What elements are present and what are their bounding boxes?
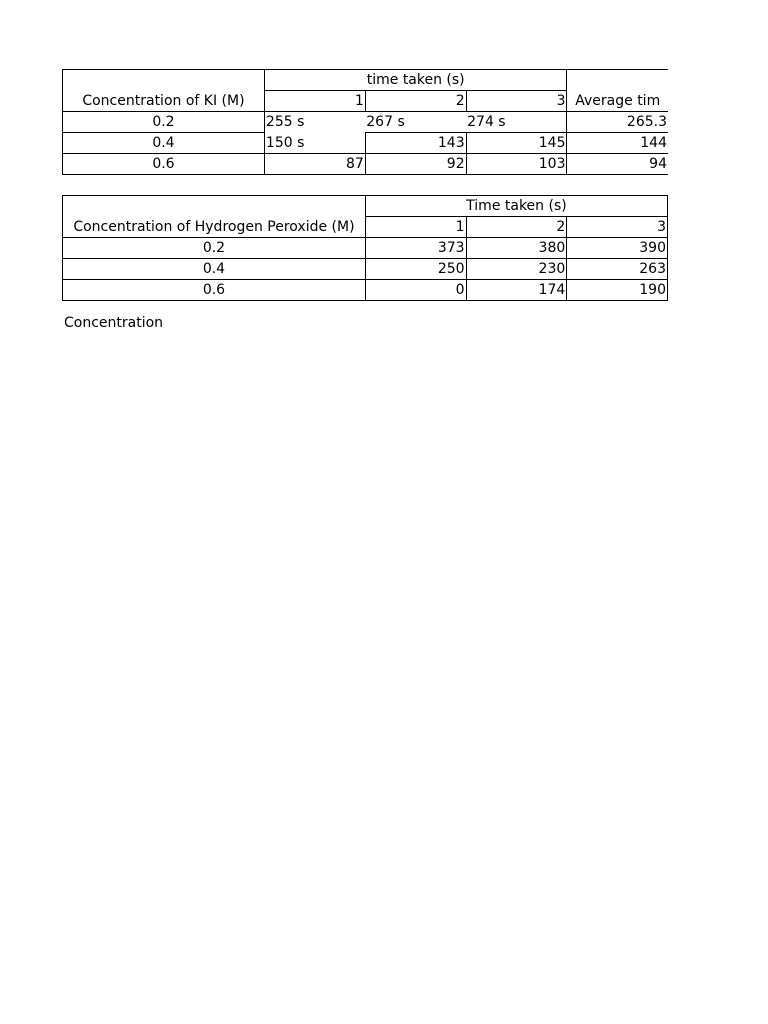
peroxide-trial-label[interactable]: 2 — [466, 217, 567, 238]
table-row — [63, 238, 668, 259]
ki-avg-cell[interactable]: 265.3 — [567, 112, 668, 133]
peroxide-trial-label[interactable]: 1 — [365, 217, 466, 238]
peroxide-conc-cell[interactable]: 0.2 — [63, 238, 366, 259]
peroxide-conc-cell[interactable]: 0.4 — [63, 259, 366, 280]
ki-conc-cell[interactable]: 0.6 — [63, 154, 265, 175]
peroxide-trial-cell[interactable]: 380 — [466, 238, 567, 259]
peroxide-trial-cell[interactable]: 0 — [365, 280, 466, 301]
ki-avg-label[interactable]: Average tim — [567, 91, 668, 112]
spreadsheet-area — [62, 69, 668, 321]
ki-col-label[interactable]: Concentration of KI (M) — [63, 91, 265, 112]
peroxide-conc-cell[interactable]: 0.6 — [63, 280, 366, 301]
ki-trial-label[interactable]: 1 — [264, 91, 365, 112]
peroxide-col-label[interactable]: Concentration of Hydrogen Peroxide (M) — [63, 217, 366, 238]
peroxide-trial-cell[interactable]: 263 — [567, 259, 668, 280]
ki-avg-cell[interactable]: 144 — [567, 133, 668, 154]
ki-header-blank-avg[interactable] — [567, 70, 668, 91]
concentration-note[interactable]: Concentration — [64, 315, 164, 331]
table-row — [63, 112, 669, 133]
peroxide-table — [62, 195, 668, 301]
peroxide-trial-cell[interactable]: 390 — [567, 238, 668, 259]
ki-trial-cell[interactable]: 267 s — [366, 114, 405, 130]
peroxide-trial-cell[interactable]: 373 — [365, 238, 466, 259]
table-row — [63, 154, 669, 175]
table-row — [63, 280, 668, 301]
ki-trial-label[interactable]: 3 — [466, 91, 567, 112]
table-row — [63, 259, 668, 280]
peroxide-trial-label[interactable]: 3 — [567, 217, 668, 238]
ki-trial-cell[interactable]: 103 — [466, 154, 567, 175]
ki-trial-cell[interactable]: 145 — [466, 133, 567, 154]
ki-header-blank[interactable] — [63, 70, 265, 91]
ki-trial-cell[interactable]: 87 — [264, 154, 365, 175]
ki-trial-cell[interactable]: 92 — [365, 154, 466, 175]
peroxide-trial-cell[interactable]: 230 — [466, 259, 567, 280]
peroxide-header-group[interactable]: Time taken (s) — [365, 196, 667, 217]
ki-conc-cell[interactable]: 0.2 — [63, 112, 265, 133]
peroxide-header-blank[interactable] — [63, 196, 366, 217]
peroxide-trial-cell[interactable]: 250 — [365, 259, 466, 280]
ki-trial-cell[interactable]: 274 s — [467, 114, 506, 130]
ki-trial-label[interactable]: 2 — [365, 91, 466, 112]
ki-trial-cell[interactable]: 143 — [365, 133, 466, 154]
ki-avg-cell[interactable]: 94 — [567, 154, 668, 175]
peroxide-trial-cell[interactable]: 174 — [466, 280, 567, 301]
peroxide-trial-cell[interactable]: 190 — [567, 280, 668, 301]
table-row — [63, 133, 669, 154]
ki-conc-cell[interactable]: 0.4 — [63, 133, 265, 154]
ki-header-group[interactable]: time taken (s) — [264, 70, 567, 91]
ki-trial-cell[interactable]: 150 s — [264, 133, 365, 154]
ki-trial-cell[interactable]: 255 s — [265, 114, 305, 131]
ki-table — [62, 69, 668, 175]
